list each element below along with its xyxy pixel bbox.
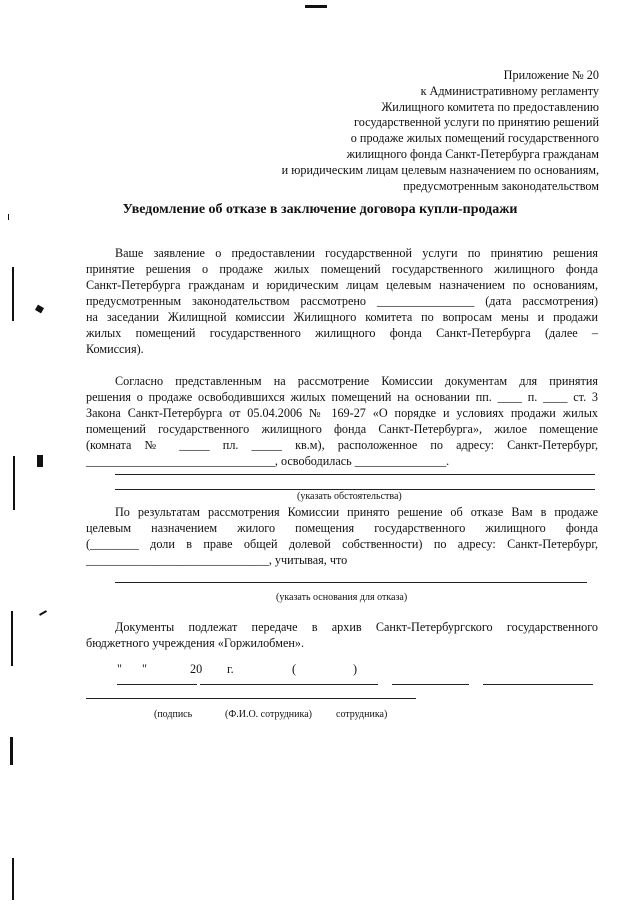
blank-line — [115, 489, 595, 490]
paragraph-line: (комната № _____ пл. _____ кв.м), расположенное по адресу: Санкт-Петербург, — [86, 438, 598, 452]
caption-employee: сотрудника) — [336, 709, 388, 720]
paragraph-line: Согласно представленным на рассмотрение Комиссии документам для принятия — [115, 374, 598, 388]
paragraph-line: По результатам рассмотрения Комиссии принято решение об отказе Вам в продаже — [115, 505, 598, 519]
paragraph-line: (________ доли в праве общей долевой собственности) по адресу: Санкт-Петербург, — [86, 537, 598, 551]
scan-margin-mark — [35, 305, 44, 314]
scan-margin-mark — [10, 737, 13, 765]
document-title: Уведомление об отказе в заключение договора купли-продажи — [122, 202, 518, 217]
blank-line — [115, 582, 587, 583]
date-year-suffix: г. — [227, 662, 234, 676]
scan-margin-mark — [12, 858, 14, 900]
appendix-header — [282, 68, 599, 194]
appendix-line: к Административному регламенту — [420, 83, 599, 98]
scan-margin-mark — [39, 610, 47, 616]
appendix-line: Жилищного комитета по предоставлению — [381, 99, 599, 114]
date-quote-close: " — [142, 662, 147, 676]
paragraph-line: Комиссия). — [86, 342, 144, 356]
scan-mark-top — [305, 5, 327, 8]
paragraph-line: ______________________________, учитывая, что — [86, 553, 348, 567]
date-year-prefix: 20 — [190, 662, 203, 676]
date-quote-open: " — [117, 662, 122, 676]
paragraph-line: Санкт-Петербурга гражданам и юридическим лицам целевым назначением по основаниям, — [86, 278, 598, 292]
appendix-line: жилищного фонда Санкт-Петербурга гражданам — [346, 146, 599, 161]
paragraph-line: _______________________________, освободилась _______________. — [86, 454, 450, 468]
paragraph-line: жилых помещений государственного жилищного фонда Санкт-Петербурга (далее – — [86, 326, 598, 340]
scan-margin-mark — [11, 611, 13, 666]
scan-margin-mark — [37, 455, 43, 467]
signature-line — [117, 684, 197, 685]
appendix-line: о продаже жилых помещений государственного — [350, 131, 599, 146]
paragraph-line: предусмотренным законодательством рассмотрено ________________ (дата рассмотрения) — [86, 294, 598, 308]
paragraph-line: бюджетного учреждения «Горжилобмен». — [86, 636, 305, 650]
caption-fio: (Ф.И.О. сотрудника) — [225, 709, 312, 720]
signature-line — [392, 684, 469, 685]
paren-close: ) — [353, 662, 358, 676]
signature-line — [483, 684, 593, 685]
blank-line — [115, 474, 595, 475]
paragraph-line: решения о продаже освободившихся жилых помещений на основании пп. ____ п. ____ ст. 3 — [86, 390, 598, 404]
paren-open: ( — [292, 662, 297, 676]
scan-margin-mark — [12, 267, 14, 321]
caption-signature: (подпись — [154, 709, 193, 720]
paragraph-line: принятие решения о продаже жилых помещений государственного жилищного фонда — [86, 262, 598, 276]
caption-grounds: (указать основания для отказа) — [276, 592, 408, 603]
appendix-line: и юридическим лицам целевым назначением по основаниям, — [281, 162, 599, 177]
signature-line — [200, 684, 378, 685]
paragraph-line: целевым назначением жилого помещения государственного жилищного фонда — [86, 521, 598, 535]
paragraph-line: помещений государственного жилищного фонда Санкт-Петербурга», жилое помещение — [86, 422, 598, 436]
caption-circumstances: (указать обстоятельства) — [297, 491, 402, 502]
appendix-line: Приложение № 20 — [503, 68, 599, 82]
paragraph-line: Ваше заявление о предоставлении государственной услуги по принятию решения — [115, 246, 598, 260]
paragraph-line: Закона Санкт-Петербурга от 05.04.2006 № 169-27 «О порядке и условиях продажи жилых — [86, 406, 598, 420]
scan-margin-mark — [13, 456, 15, 510]
appendix-line: предусмотренным законодательством — [403, 178, 599, 193]
signature-line — [86, 698, 416, 699]
appendix-line: государственной услуги по принятию решений — [354, 115, 599, 130]
paragraph-line: на заседании Жилищной комиссии Жилищного комитета по вопросам мены и продажи — [86, 310, 598, 324]
paragraph-line: Документы подлежат передаче в архив Санкт-Петербургского государственного — [115, 620, 598, 634]
